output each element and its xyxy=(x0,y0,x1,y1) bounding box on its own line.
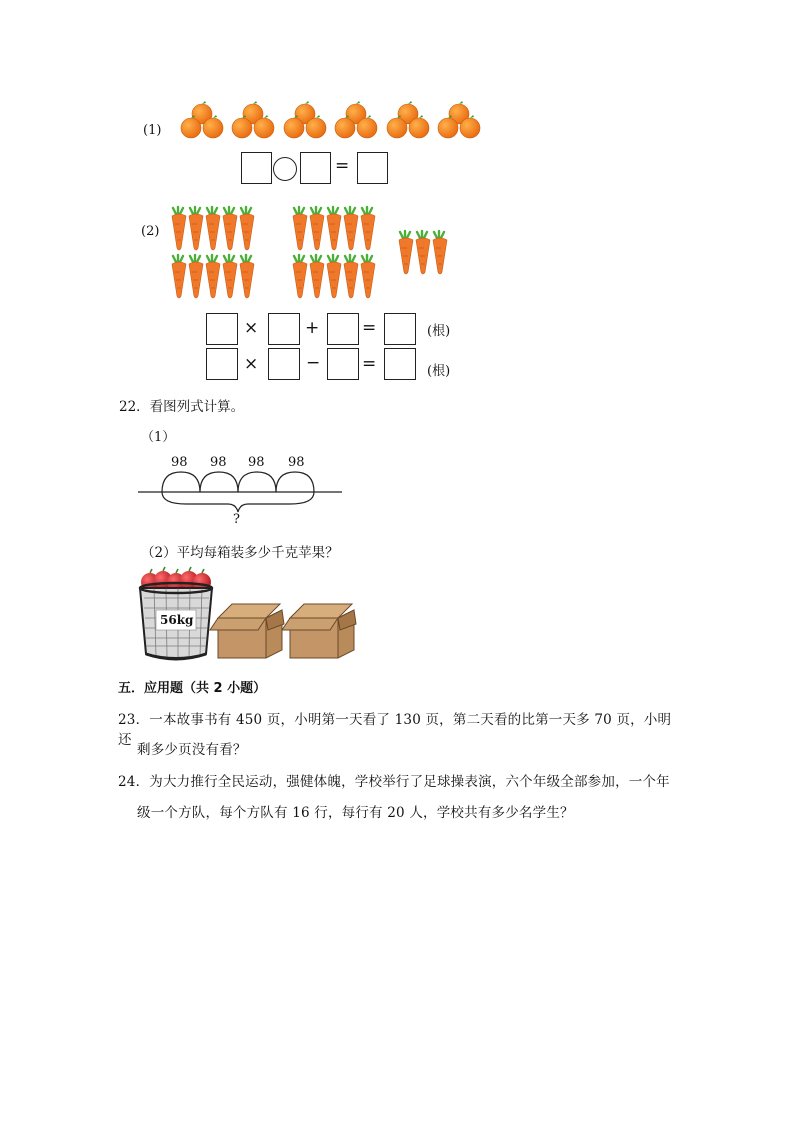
answer-box-r1-1[interactable] xyxy=(206,313,238,345)
unit-label-r2: (根) xyxy=(427,364,451,379)
q23-line-1: 23．一本故事书有 450 页，小明第一天看了 130 页，第二天看的比第一天多 70 页，小明还 xyxy=(118,712,672,748)
equal-sign: = xyxy=(335,156,350,176)
basket-weight-label: 56kg xyxy=(160,613,194,627)
answer-box-r2-4[interactable] xyxy=(384,348,416,380)
section-5-title: 五．应用题（共 2 小题） xyxy=(118,681,267,696)
answer-box-r2-2[interactable] xyxy=(268,348,300,380)
segment-diagram xyxy=(136,452,348,532)
answer-box-r2-3[interactable] xyxy=(327,348,359,380)
answer-box-r1-2[interactable] xyxy=(268,313,300,345)
q22-part2-question: （2）平均每箱装多少千克苹果？ xyxy=(141,545,339,561)
q22-title: 22．看图列式计算。 xyxy=(119,399,245,415)
answer-box-3[interactable] xyxy=(357,152,388,184)
q22-part1-label: （1） xyxy=(141,430,176,445)
q23-line-2: 剩多少页没有看？ xyxy=(137,742,247,758)
question-mark: ? xyxy=(233,512,240,527)
segment-value-3: 98 xyxy=(248,455,265,470)
segment-value-4: 98 xyxy=(288,455,305,470)
q21-part1-label: (1) xyxy=(143,123,162,138)
times-sign-r2: × xyxy=(244,354,259,374)
operator-circle[interactable] xyxy=(273,157,297,181)
answer-box-r2-1[interactable] xyxy=(206,348,238,380)
orange-groups-illustration xyxy=(178,98,488,142)
carrot-groups-illustration xyxy=(166,204,466,304)
segment-value-2: 98 xyxy=(210,455,227,470)
q21-part2-label: (2) xyxy=(141,224,160,239)
answer-box-r1-3[interactable] xyxy=(327,313,359,345)
answer-box-r1-4[interactable] xyxy=(384,313,416,345)
answer-box-2[interactable] xyxy=(300,152,331,184)
q24-line-1: 24．为大力推行全民运动，强健体魄，学校举行了足球操表演，六个年级全部参加，一个年 xyxy=(118,774,670,790)
equal-sign-r2: = xyxy=(362,354,377,374)
segment-value-1: 98 xyxy=(171,455,188,470)
answer-box-1[interactable] xyxy=(241,152,272,184)
times-sign-r1: × xyxy=(244,318,259,338)
plus-sign-r1: + xyxy=(305,318,320,338)
minus-sign-r2: − xyxy=(306,353,321,373)
q24-line-2: 级一个方队，每个方队有 16 行，每行有 20 人，学校共有多少名学生？ xyxy=(137,805,574,821)
equal-sign-r1: = xyxy=(362,318,377,338)
unit-label-r1: (根) xyxy=(427,324,451,339)
